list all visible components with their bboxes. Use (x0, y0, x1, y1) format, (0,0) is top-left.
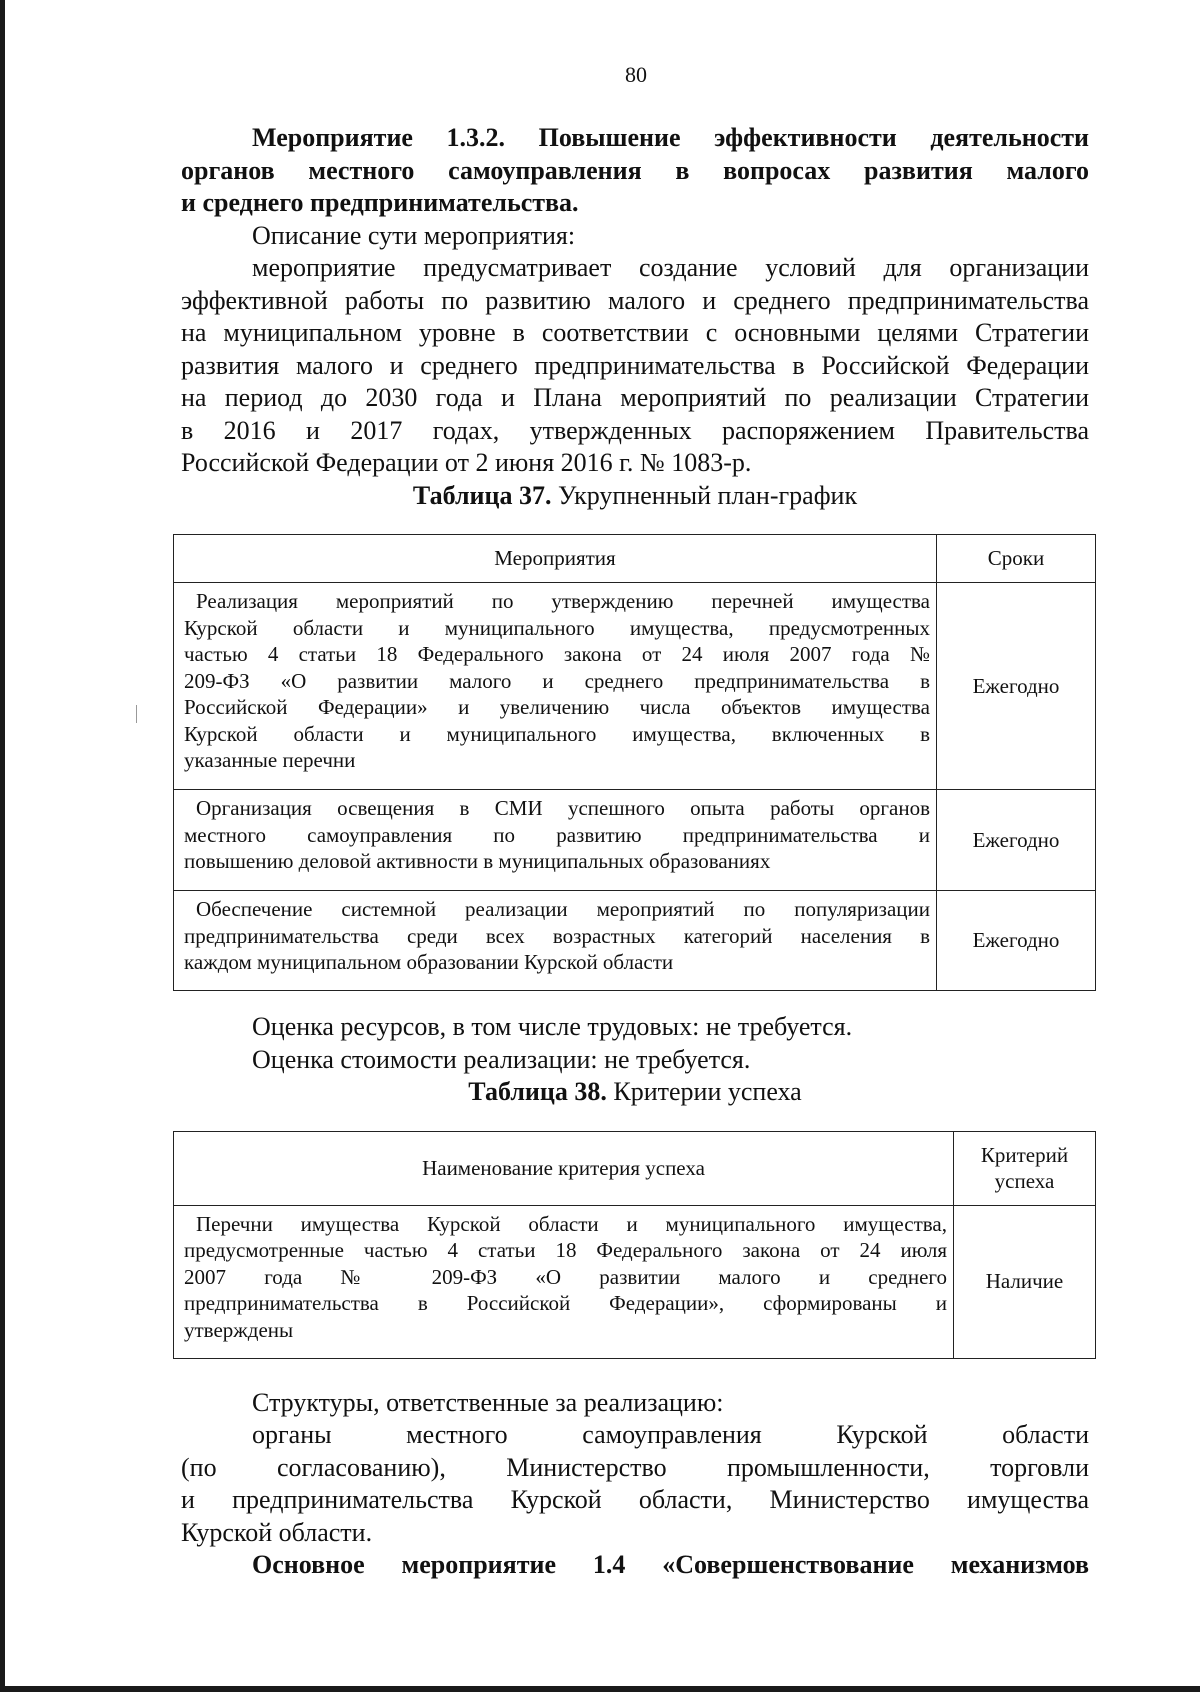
next-section-heading: Основное мероприятие 1.4 «Совершенствование механизмов (252, 1550, 1089, 1579)
table37-caption-number: Таблица 37. (412, 480, 552, 510)
description-label: Описание сути мероприятия: (252, 220, 576, 250)
description-line: Российской Федерации от 2 июня 2016 г. № 1083-р. (181, 448, 752, 477)
cell-line: 209-ФЗ «О развитии малого и среднего предпринимательства в (184, 668, 930, 693)
col-header-criterion (954, 1131, 1096, 1205)
activity-cell (174, 891, 937, 991)
table37-caption (181, 480, 1089, 513)
heading-line: Мероприятие 1.3.2. Повышение эффективности деятельности (252, 123, 1089, 152)
page-number: 80 (625, 62, 647, 87)
term-cell: Ежегодно (937, 790, 1096, 891)
description-line: развития малого и среднего предпринимательства в Российской Федерации (181, 350, 1089, 380)
cell-line: Организация освещения в СМИ успешного опыта работы органов (196, 796, 930, 820)
scan-edge-bottom (0, 1686, 1200, 1692)
document-body (181, 122, 1089, 1582)
cell-line: повышению деловой активности в муниципальных образованиях (184, 849, 771, 873)
activity-cell (174, 583, 937, 790)
scan-mark (136, 705, 137, 723)
cell-line: Курской области и муниципального имущества, предусмотренных (184, 615, 930, 640)
responsible-label: Структуры, ответственные за реализацию: (252, 1387, 724, 1417)
table38-caption-title: Критерии успеха (606, 1077, 802, 1106)
table-38 (173, 1131, 1096, 1359)
cell-line: предпринимательства среди всех возрастных категорий населения в (184, 923, 930, 948)
cell-line: каждом муниципальном образовании Курской области (184, 950, 674, 974)
section-heading (181, 122, 1089, 220)
cell-line: Курской области и муниципального имущества, включенных в (184, 721, 930, 746)
cell-line: Российской Федерации» и увеличению числа объектов имущества (184, 695, 930, 719)
description-line: на муниципальном уровне в соответствии с основными целями Стратегии (181, 318, 1089, 347)
table-row (174, 891, 1096, 991)
table-row (174, 790, 1096, 891)
activity-cell (174, 790, 937, 891)
cell-line: частью 4 статьи 18 Федерального закона от 24 июля 2007 года № (184, 642, 930, 666)
description-line: эффективной работы по развитию малого и среднего предпринимательства (181, 285, 1089, 315)
table-header-row (174, 1131, 1096, 1205)
cell-line: утверждены (184, 1317, 294, 1342)
cell-line: указанные перечни (184, 748, 356, 772)
responsible-line: Курской области. (181, 1517, 373, 1547)
table-header-row (174, 535, 1096, 583)
header-line: Критерий (980, 1142, 1069, 1167)
cost-estimate: Оценка стоимости реализации: не требуется. (252, 1044, 751, 1074)
table38-caption (181, 1076, 1089, 1109)
responsible-paragraph (181, 1419, 1089, 1549)
resources-estimate: Оценка ресурсов, в том числе трудовых: не требуется. (252, 1012, 853, 1041)
heading-line: органов местного самоуправления в вопросах развития малого (181, 155, 1089, 185)
header-line: успеха (994, 1169, 1055, 1193)
cell-line: Реализация мероприятий по утверждению перечней имущества (196, 589, 930, 613)
cell-line: местного самоуправления по развитию предпринимательства и (184, 822, 930, 847)
col-header-terms: Сроки (937, 535, 1096, 583)
responsible-line: (по согласованию), Министерство промышленности, торговли (181, 1452, 1089, 1482)
cell-line: 2007 года № 209-ФЗ «О развитии малого и среднего (184, 1264, 947, 1289)
description-line: на период до 2030 года и Плана мероприятий по реализации Стратегии (181, 383, 1089, 412)
cell-line: предусмотренные частью 4 статьи 18 Федерального закона от 24 июля (184, 1238, 947, 1262)
description-paragraph (181, 252, 1089, 480)
description-line: в 2016 и 2017 годах, утвержденных распоряжением Правительства (181, 415, 1089, 445)
table37-caption-title: Укрупненный план-график (551, 480, 858, 510)
table38-caption-number: Таблица 38. (468, 1077, 607, 1106)
scan-edge-left (0, 0, 5, 1692)
description-line: мероприятие предусматривает создание условий для организации (252, 253, 1089, 282)
cell-line: предпринимательства в Российской Федерации», сформированы и (184, 1291, 947, 1315)
table-row (174, 1205, 1096, 1358)
criterion-value-cell: Наличие (954, 1205, 1096, 1358)
table-37 (173, 534, 1096, 991)
heading-line: и среднего предпринимательства. (181, 188, 579, 217)
responsible-line: органы местного самоуправления Курской области (252, 1420, 1089, 1449)
col-header-activities: Мероприятия (174, 535, 937, 583)
col-header-criterion-name: Наименование критерия успеха (174, 1131, 954, 1205)
cell-line: Перечни имущества Курской области и муниципального имущества, (196, 1211, 947, 1236)
term-cell: Ежегодно (937, 583, 1096, 790)
term-cell: Ежегодно (937, 891, 1096, 991)
table-row (174, 583, 1096, 790)
responsible-line: и предпринимательства Курской области, Министерство имущества (181, 1485, 1089, 1514)
criterion-cell (174, 1205, 954, 1358)
cell-line: Обеспечение системной реализации мероприятий по популяризации (196, 897, 930, 921)
